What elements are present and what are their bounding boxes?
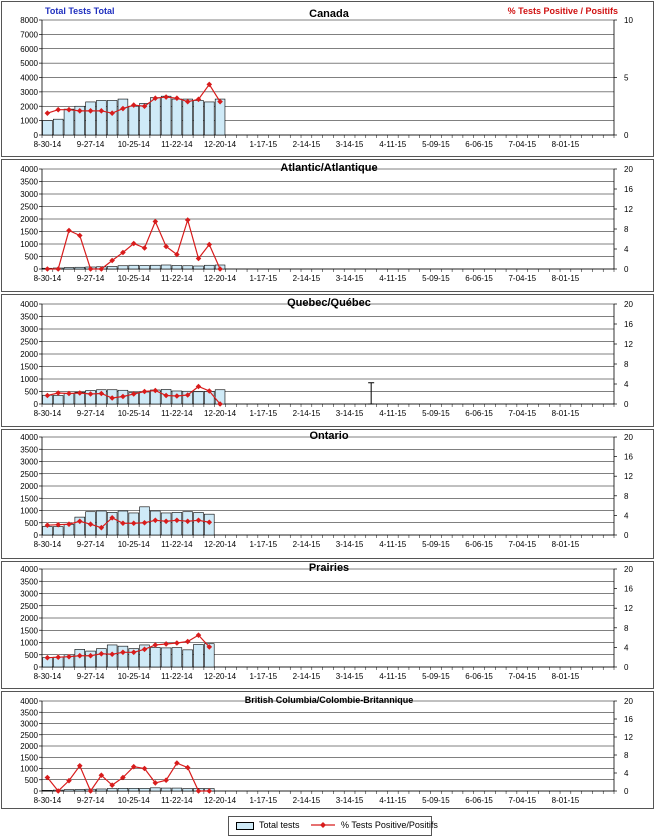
bar-total-tests: [75, 789, 85, 791]
panel-border: [2, 295, 654, 427]
marker-percent-positive: [163, 777, 169, 783]
bar-total-tests: [43, 790, 53, 791]
y-right-tick-label: 4: [624, 769, 629, 778]
x-tick-label: 8-01-15: [551, 540, 580, 549]
chart-panel: [0, 158, 658, 293]
y-left-tick-label: 1000: [20, 506, 38, 516]
x-tick-label: 12-20-14: [204, 540, 237, 549]
bar-total-tests: [183, 99, 193, 135]
y-left-tick-label: 2000: [20, 742, 38, 751]
bar-total-tests: [75, 267, 85, 269]
y-left-tick-label: 6000: [20, 44, 38, 54]
y-right-tick-label: 20: [624, 300, 633, 309]
x-tick-label: 4-11-15: [379, 274, 407, 283]
y-left-tick-label: 2000: [20, 614, 38, 623]
bar-total-tests: [194, 644, 204, 667]
x-tick-label: 8-01-15: [551, 796, 580, 805]
y-right-tick-label: 8: [624, 225, 629, 234]
y-left-tick-label: 2500: [20, 337, 38, 347]
x-tick-label: 10-25-14: [117, 672, 150, 681]
y-left-tick-label: 4000: [20, 73, 38, 83]
marker-percent-positive: [174, 640, 180, 646]
x-tick-label: 8-30-14: [33, 409, 62, 418]
x-tick-label: 2-14-15: [292, 274, 321, 283]
x-tick-label: 4-11-15: [379, 672, 407, 681]
x-tick-label: 8-01-15: [551, 140, 580, 149]
y-right-tick-label: 16: [624, 452, 633, 462]
panel-border: [2, 160, 654, 292]
x-tick-label: 6-06-15: [465, 140, 493, 149]
bar-total-tests: [194, 266, 204, 269]
y-left-tick-label: 1500: [20, 494, 38, 504]
marker-percent-positive: [185, 217, 191, 223]
x-tick-label: 4-11-15: [379, 409, 407, 418]
marker-percent-positive: [163, 641, 169, 647]
y-left-tick-label: 0: [33, 531, 38, 540]
y-left-tick-label: 2000: [20, 215, 38, 224]
y-left-tick-label: 1000: [20, 116, 38, 126]
y-right-tick-label: 12: [624, 205, 633, 214]
chart-title: Ontario: [309, 430, 349, 442]
marker-percent-positive: [45, 266, 51, 272]
x-tick-label: 8-01-15: [551, 409, 580, 418]
x-tick-label: 11-22-14: [161, 409, 193, 418]
y-right-tick-label: 12: [624, 604, 633, 614]
y-left-tick-label: 500: [24, 650, 38, 660]
bar-total-tests: [194, 101, 204, 136]
x-tick-label: 10-25-14: [117, 540, 150, 549]
bar-total-tests: [96, 789, 106, 791]
y-right-tick-label: 16: [624, 320, 633, 329]
y-left-tick-label: 3000: [20, 190, 38, 199]
y-left-tick-label: 3500: [20, 708, 38, 718]
chart-svg: [0, 690, 658, 810]
marker-percent-positive: [45, 110, 51, 116]
x-tick-label: 7-04-15: [508, 796, 537, 805]
y-left-tick-label: 1500: [20, 753, 38, 763]
x-tick-label: 2-14-15: [292, 409, 321, 418]
y-left-tick-label: 3000: [20, 325, 38, 334]
bar-total-tests: [194, 512, 204, 535]
y-right-tick-label: 16: [624, 715, 633, 724]
marker-percent-positive: [55, 266, 61, 272]
x-tick-label: 10-25-14: [117, 796, 150, 805]
marker-percent-positive: [185, 639, 191, 645]
bar-total-tests: [118, 646, 128, 667]
chart-title: Canada: [309, 8, 349, 20]
bar-total-tests: [150, 647, 160, 667]
y-left-tick-label: 3000: [20, 589, 38, 599]
bar-total-tests: [64, 268, 74, 270]
chart-svg: [0, 0, 658, 158]
bar-total-tests: [161, 96, 171, 135]
x-tick-label: 1-17-15: [249, 140, 278, 149]
y-left-tick-label: 1000: [20, 240, 38, 249]
x-tick-label: 8-01-15: [551, 274, 580, 283]
y-left-tick-label: 4000: [20, 300, 38, 309]
y-right-tick-label: 10: [624, 16, 633, 25]
x-tick-label: 5-09-15: [422, 274, 450, 283]
bar-total-tests: [118, 99, 128, 135]
y-left-tick-label: 2500: [20, 730, 38, 740]
x-tick-label: 5-09-15: [422, 409, 450, 418]
x-tick-label: 7-04-15: [508, 274, 537, 283]
x-tick-label: 6-06-15: [465, 796, 493, 805]
y-left-tick-label: 2000: [20, 482, 38, 491]
bar-total-tests: [129, 106, 139, 135]
x-tick-label: 12-20-14: [204, 796, 237, 805]
y-right-tick-label: 0: [624, 787, 629, 796]
x-tick-label: 7-04-15: [508, 409, 537, 418]
bar-total-tests: [43, 121, 53, 135]
y-left-tick-label: 4000: [20, 697, 38, 706]
bar-total-tests: [183, 650, 193, 667]
legend: [228, 816, 438, 836]
y-left-tick-label: 5000: [20, 59, 38, 69]
bar-total-tests: [172, 99, 182, 135]
x-tick-label: 2-14-15: [292, 672, 321, 681]
bar-total-tests: [161, 648, 171, 667]
y-right-tick-label: 0: [624, 400, 629, 409]
y-right-tick-label: 4: [624, 245, 629, 254]
y-left-tick-label: 0: [33, 663, 38, 672]
y-right-tick-label: 5: [624, 73, 629, 83]
x-tick-label: 8-30-14: [33, 796, 62, 805]
bar-total-tests: [215, 99, 225, 135]
bar-total-tests: [204, 265, 214, 269]
y-left-tick-label: 3500: [20, 312, 38, 322]
bar-total-tests: [161, 788, 171, 791]
x-tick-label: 11-22-14: [161, 672, 193, 681]
y-right-tick-label: 12: [624, 340, 633, 349]
bar-total-tests: [118, 266, 128, 269]
y-right-tick-label: 20: [624, 165, 633, 174]
y-left-tick-label: 500: [24, 252, 38, 262]
line-percent-positive: [47, 763, 209, 791]
x-tick-label: 8-01-15: [551, 672, 580, 681]
bar-total-tests: [96, 511, 106, 535]
x-tick-label: 8-30-14: [33, 540, 62, 549]
y-left-tick-label: 1000: [20, 375, 38, 384]
bar-total-tests: [129, 265, 139, 269]
y-right-tick-label: 16: [624, 185, 633, 194]
y-left-tick-label: 1500: [20, 362, 38, 372]
y-left-tick-label: 1500: [20, 626, 38, 636]
x-tick-label: 12-20-14: [204, 274, 237, 283]
marker-percent-positive: [142, 245, 148, 251]
panel-border: [2, 562, 654, 689]
x-tick-label: 12-20-14: [204, 409, 237, 418]
bar-total-tests: [107, 267, 117, 270]
x-tick-label: 1-17-15: [249, 540, 278, 549]
bar-total-tests: [53, 527, 63, 535]
y-left-tick-label: 3000: [20, 719, 38, 729]
bar-total-tests: [150, 265, 160, 269]
y-left-tick-label: 1500: [20, 227, 38, 237]
x-tick-label: 7-04-15: [508, 540, 537, 549]
y-right-tick-label: 16: [624, 584, 633, 594]
bar-total-tests: [172, 648, 182, 667]
chart-title: Atlantic/Atlantique: [280, 162, 378, 174]
x-tick-label: 3-14-15: [335, 672, 364, 681]
x-tick-label: 5-09-15: [422, 540, 450, 549]
y-right-tick-label: 12: [624, 472, 633, 482]
y-right-tick-label: 0: [624, 663, 629, 672]
y-right-tick-label: 4: [624, 380, 629, 389]
x-tick-label: 7-04-15: [508, 140, 537, 149]
bar-total-tests: [172, 788, 182, 791]
y-left-tick-label: 7000: [20, 30, 38, 40]
y-left-tick-label: 3500: [20, 577, 38, 587]
x-tick-label: 8-30-14: [33, 140, 62, 149]
x-tick-label: 10-25-14: [117, 274, 150, 283]
y-left-tick-label: 1000: [20, 638, 38, 648]
x-tick-label: 1-17-15: [249, 672, 278, 681]
x-tick-label: 5-09-15: [422, 796, 450, 805]
x-tick-label: 11-22-14: [161, 274, 193, 283]
chart-panel: [0, 428, 658, 560]
y-right-tick-label: 8: [624, 751, 629, 760]
y-left-tick-label: 1000: [20, 764, 38, 774]
y-left-tick-label: 500: [24, 775, 38, 785]
bar-total-tests: [172, 512, 182, 535]
y-left-tick-label: 2000: [20, 350, 38, 359]
bar-total-tests: [129, 788, 139, 791]
x-tick-label: 9-27-14: [76, 140, 105, 149]
y-left-tick-label: 2500: [20, 469, 38, 479]
chart-title: British Columbia/Colombie-Britannique: [244, 695, 414, 705]
x-tick-label: 3-14-15: [335, 796, 364, 805]
x-tick-label: 7-04-15: [508, 672, 537, 681]
bar-total-tests: [64, 790, 74, 791]
legend-line-swatch: [311, 819, 335, 831]
y-left-tick-label: 0: [33, 787, 38, 796]
y-right-tick-label: 0: [624, 531, 629, 540]
y-right-tick-label: 0: [624, 131, 629, 140]
y-left-tick-label: 0: [33, 131, 38, 140]
chart-panel: [0, 560, 658, 690]
x-tick-label: 9-27-14: [76, 409, 105, 418]
bar-total-tests: [150, 788, 160, 791]
y-left-tick-label: 2000: [20, 102, 38, 112]
x-tick-label: 1-17-15: [249, 796, 278, 805]
bar-total-tests: [96, 101, 106, 136]
chart-svg: [0, 158, 658, 293]
chart-title: Prairies: [308, 562, 350, 574]
bar-total-tests: [194, 392, 204, 404]
bar-total-tests: [183, 266, 193, 269]
legend-bar-swatch: [236, 822, 254, 830]
x-tick-label: 3-14-15: [335, 140, 364, 149]
x-tick-label: 6-06-15: [465, 409, 493, 418]
y-left-tick-label: 500: [24, 518, 38, 528]
y-right-tick-label: 8: [624, 491, 629, 501]
y-right-tick-label: 12: [624, 733, 633, 742]
x-tick-label: 9-27-14: [76, 796, 105, 805]
bar-total-tests: [107, 101, 117, 136]
x-tick-label: 1-17-15: [249, 409, 278, 418]
y-left-tick-label: 4000: [20, 165, 38, 174]
y-left-tick-label: 3000: [20, 457, 38, 467]
x-tick-label: 3-14-15: [335, 409, 364, 418]
marker-percent-positive: [66, 228, 72, 234]
right-axis-title: % Tests Positive / Positifs: [507, 6, 618, 16]
x-tick-label: 5-09-15: [422, 672, 450, 681]
x-tick-label: 2-14-15: [292, 796, 321, 805]
marker-percent-positive: [55, 107, 61, 113]
bar-total-tests: [161, 265, 171, 269]
marker-percent-positive: [185, 765, 191, 771]
y-right-tick-label: 20: [624, 565, 633, 574]
y-right-tick-label: 20: [624, 433, 633, 442]
marker-percent-positive: [77, 233, 83, 239]
bar-total-tests: [107, 789, 117, 791]
bar-total-tests: [204, 102, 214, 135]
bar-total-tests: [118, 788, 128, 791]
y-right-tick-label: 0: [624, 265, 629, 274]
y-right-tick-label: 20: [624, 697, 633, 706]
x-tick-label: 11-22-14: [161, 540, 193, 549]
y-right-tick-label: 8: [624, 623, 629, 633]
marker-percent-positive: [55, 390, 61, 396]
x-tick-label: 9-27-14: [76, 274, 105, 283]
y-left-tick-label: 0: [33, 265, 38, 274]
y-left-tick-label: 8000: [20, 16, 38, 25]
y-left-tick-label: 2500: [20, 601, 38, 611]
bar-total-tests: [150, 98, 160, 135]
chart-panel: [0, 690, 658, 810]
chart-title: Quebec/Québec: [287, 297, 371, 309]
left-axis-title: Total Tests Total: [45, 6, 115, 16]
y-left-tick-label: 3000: [20, 87, 38, 97]
y-left-tick-label: 4000: [20, 565, 38, 574]
x-tick-label: 9-27-14: [76, 540, 105, 549]
x-tick-label: 8-30-14: [33, 274, 62, 283]
legend-line-label: % Tests Positive/Positifs: [341, 820, 438, 830]
x-tick-label: 10-25-14: [117, 140, 150, 149]
bar-total-tests: [183, 789, 193, 791]
chart-svg: [0, 293, 658, 428]
x-tick-label: 3-14-15: [335, 540, 364, 549]
x-tick-label: 3-14-15: [335, 274, 364, 283]
x-tick-label: 2-14-15: [292, 140, 321, 149]
bar-total-tests: [140, 266, 150, 270]
y-left-tick-label: 2500: [20, 202, 38, 212]
y-right-tick-label: 4: [624, 643, 629, 653]
bar-total-tests: [172, 266, 182, 270]
chart-panel: [0, 293, 658, 428]
chart-svg: [0, 428, 658, 560]
y-left-tick-label: 0: [33, 400, 38, 409]
x-tick-label: 12-20-14: [204, 140, 237, 149]
y-left-tick-label: 4000: [20, 433, 38, 442]
bar-total-tests: [64, 109, 74, 135]
chart-panel: [0, 0, 658, 158]
bar-total-tests: [53, 396, 63, 405]
legend-bar-label: Total tests: [259, 820, 300, 830]
x-tick-label: 2-14-15: [292, 540, 321, 549]
bar-total-tests: [53, 119, 63, 135]
x-tick-label: 11-22-14: [161, 140, 193, 149]
x-tick-label: 6-06-15: [465, 540, 493, 549]
x-tick-label: 1-17-15: [249, 274, 278, 283]
x-tick-label: 5-09-15: [422, 140, 450, 149]
x-tick-label: 12-20-14: [204, 672, 237, 681]
y-left-tick-label: 3500: [20, 445, 38, 455]
chart-svg: [0, 560, 658, 690]
bar-total-tests: [86, 102, 96, 135]
x-tick-label: 9-27-14: [76, 672, 105, 681]
x-tick-label: 4-11-15: [379, 796, 407, 805]
x-tick-label: 11-22-14: [161, 796, 193, 805]
y-right-tick-label: 8: [624, 360, 629, 369]
x-tick-label: 10-25-14: [117, 409, 150, 418]
x-tick-label: 6-06-15: [465, 274, 493, 283]
bar-total-tests: [140, 788, 150, 791]
marker-percent-positive: [174, 760, 180, 766]
x-tick-label: 6-06-15: [465, 672, 493, 681]
x-tick-label: 4-11-15: [379, 540, 407, 549]
y-left-tick-label: 3500: [20, 177, 38, 187]
y-right-tick-label: 4: [624, 511, 629, 521]
x-tick-label: 8-30-14: [33, 672, 62, 681]
marker-percent-positive: [153, 642, 159, 648]
y-left-tick-label: 500: [24, 387, 38, 397]
marker-percent-positive: [153, 219, 159, 225]
x-tick-label: 4-11-15: [379, 140, 407, 149]
